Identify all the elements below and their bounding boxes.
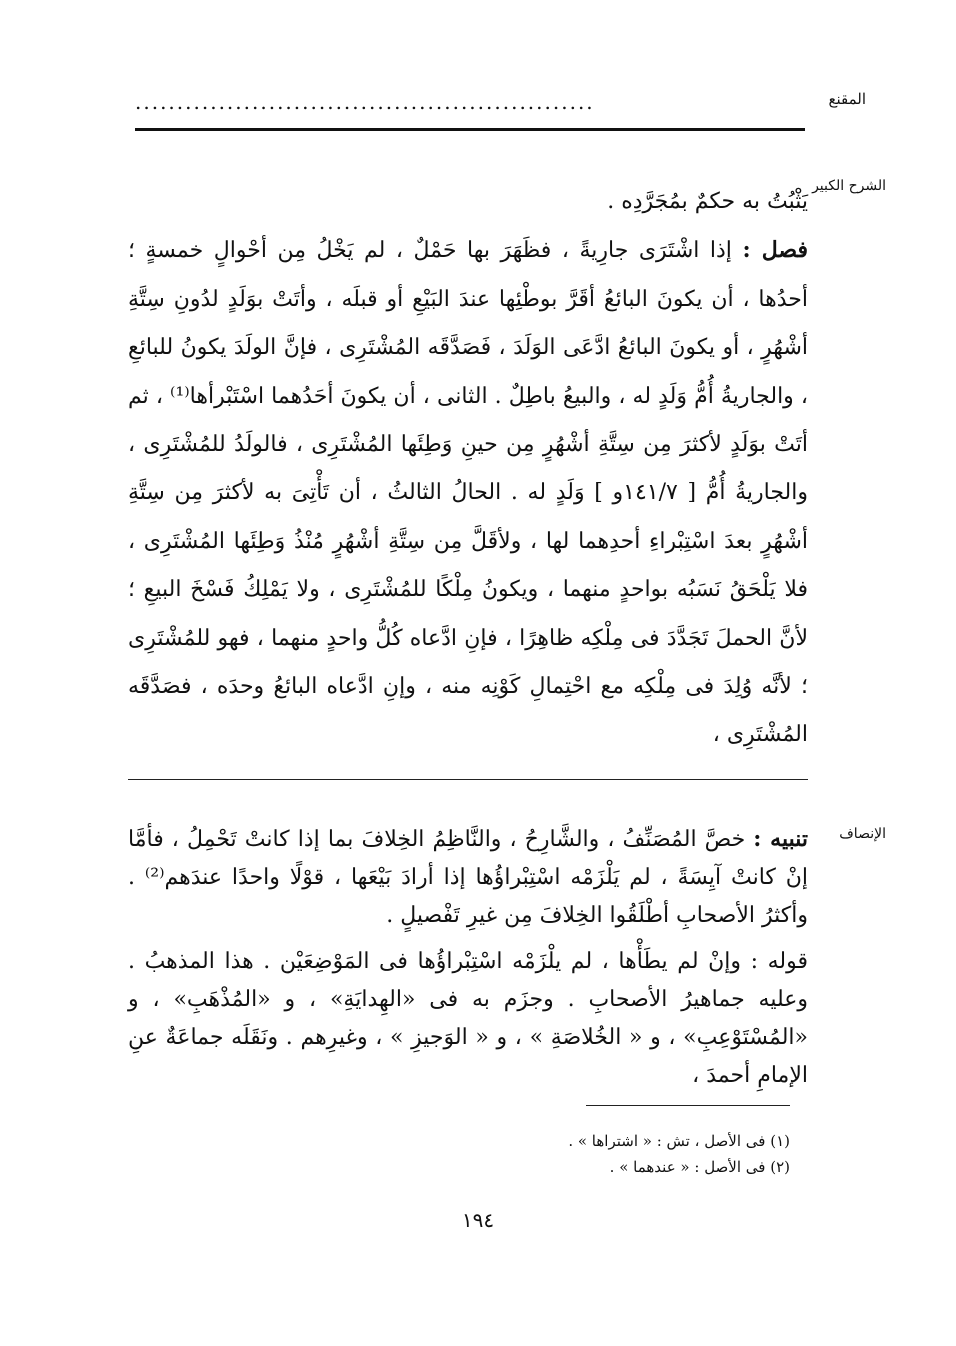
fasl-label: فصل : <box>742 237 808 264</box>
tanbih-label: تنبيه : <box>753 826 808 852</box>
book-title: المقنع <box>828 90 866 108</box>
sharh-section-label: الشرح الكبير <box>812 178 886 194</box>
header-rule <box>135 128 805 131</box>
page-number: ١٩٤ <box>461 1208 495 1232</box>
section-separator <box>128 779 808 780</box>
footnote-separator <box>586 1105 790 1106</box>
header-dotted-leader: ....................................................... <box>135 92 595 112</box>
tanbih-paragraph <box>128 820 808 935</box>
sharh-text-block <box>128 178 808 760</box>
sharh-opening-line: يَثْبُتُ به حكمٌ بمُجَرَّدِه . <box>607 189 808 214</box>
footnotes <box>568 1128 790 1180</box>
qawluh-paragraph: قوله : وإنْ لم يطَأْها ، لم يلْزَمْه اسْتِبْراؤُها فى المَوْضِعَيْن . هذا المذهبُ . وعليه جماهيرُ الأصحابِ . وجزَم به فى «الهِدايَةِ» ، و «المُذْهَبِ» ، و «المُسْتَوْعِبِ» ، و « الخُلاصَةِ » ، و « الوَجيزِ » ، وغيرِهم . ونَقَلَه جماعَةٌ عنِ الإمامِ أحمدَ ، <box>128 949 808 1088</box>
tanbih-text: خصَّ المُصَنِّفُ ، والشَّارِحُ ، والنَّاظِمُ الخِلافَ بما إذا كانتْ تَحْمِلُ ، فأمَّا إنْ كانتْ آيِسَةً ، لم يَلْزَمْه اسْتِبْراؤُها إذا أرادَ بَيْعَها ، قوْلًا واحدًا عندَهم⁽²⁾ . وأكثرُ الأصحابِ أطْلَقُوا الخِلافَ مِن غيرِ تَفْصيلٍ . <box>128 827 809 928</box>
fasl-text: إذا اشْتَرَى جارِيةً ، فظَهَرَ بها حَمْلٌ ، لم يَخْلُ مِن أحْوالٍ خمسةٍ ؛ أحدُها ، أن يكونَ البائعُ أقَرَّ بوطْئِها عندَ البَيْعِ أو قبلَه ، وأتَتْ بوَلَدٍ لدُونِ سِتَّةِ أشْهُرٍ ، أو يكونَ البائعُ ادَّعَى الوَلَدَ ، فَصَدَّقَه المُشْتَرِى ، فإنَّ الولَدَ يكونُ للبائعِ ، والجاريةُ أُمُّ وَلَدٍ له ، والبيعُ باطِلٌ . الثانى ، أن يكونَ أحَدُهما اسْتَبْرأها⁽¹⁾ ، ثم أتَتْ بوَلَدٍ لأكثرَ مِن سِتَّةِ أشْهُرٍ مِن حينِ وَطِئَها المُشْتَرِى ، فالولَدُ للمُشْتَرِى ، والجاريةُ أُمُّ [ ١٤١/٧و ] وَلَدٍ له . الحالُ الثالثُ ، أن تَأْتِىَ به لأكثرَ مِن سِتَّةِ أشْهُرٍ بعدَ اسْتِبْراءِ أحدِهما لها ، ولأقَلَّ مِن سِتَّةِ أشْهُرٍ مُنْذُ وَطِئَها المُشْتَرِى ، فلا يَلْحَقُ نَسَبُه بواحدٍ منهما ، ويكونُ مِلْكًا للمُشْتَرِى ، ولا يَمْلِكُ فَسْخَ البيعِ ؛ لأنَّ الحملَ تَجَدَّدَ فى مِلْكِه ظاهِرًا ، فإنِ ادَّعاه كُلُّ واحدٍ منهما ، فهو للمُشْتَرِى ؛ لأنَّه وُلِدَ فى مِلْكِه مع احْتِمالِ كَوْنِه منه ، وإنِ ادَّعاه البائعُ وحدَه ، فصَدَّقَه المُشْتَرِى ، <box>128 238 809 748</box>
insaf-text-block <box>128 820 808 1095</box>
insaf-section-label: الإنصاف <box>839 826 886 842</box>
fasl-paragraph <box>128 226 808 759</box>
footnote-1: (١) فى الأصل ، تش : « اشتراها » . <box>568 1132 790 1150</box>
footnote-2: (٢) فى الأصل : « عندهما » . <box>609 1158 790 1176</box>
